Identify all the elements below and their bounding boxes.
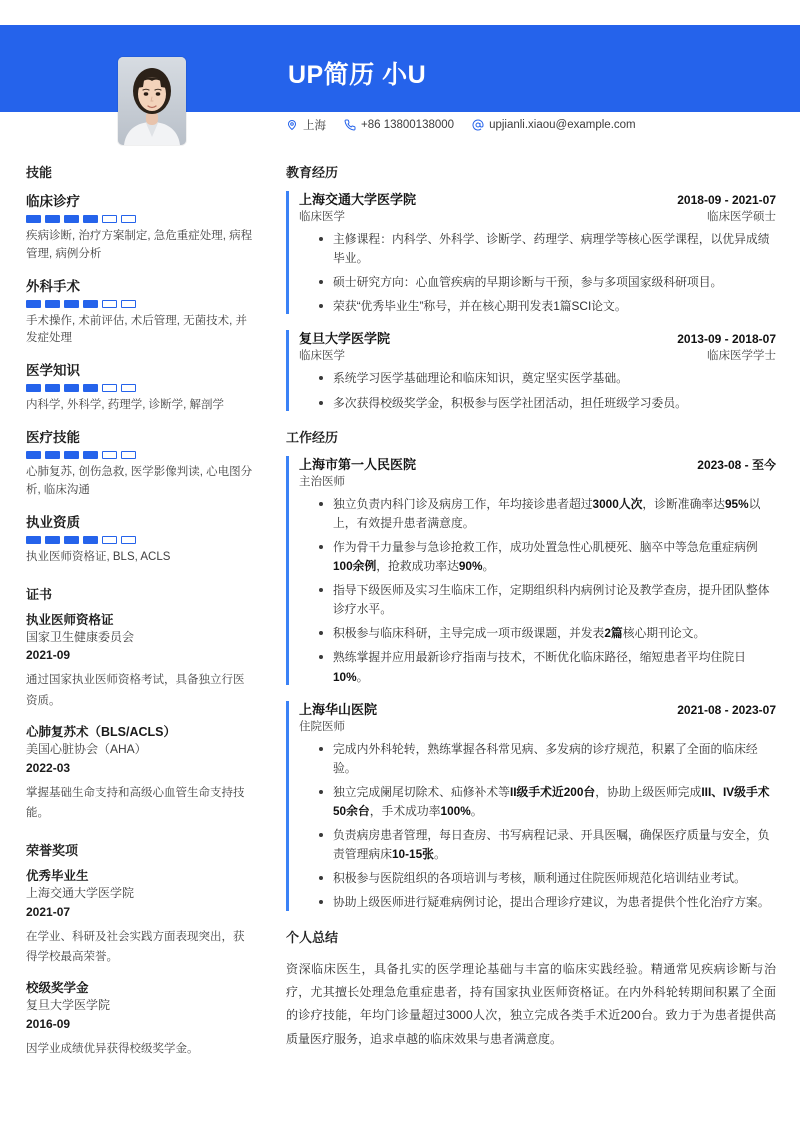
skill-pip-filled: [45, 300, 60, 308]
entry-degree: 临床医学学士: [707, 350, 776, 363]
skills-section-title: 技能: [26, 165, 53, 180]
entry-subheader: [299, 347, 776, 363]
skill-level-meter: [26, 536, 254, 544]
skill-pip-filled: [26, 451, 41, 459]
skill-pip-filled: [45, 451, 60, 459]
honor-item-name: 优秀毕业生: [26, 868, 89, 883]
entry-organization: 复旦大学医学院: [299, 331, 391, 347]
honors-section-title: 荣誉奖项: [26, 842, 79, 858]
entry-bullet: 协助上级医师进行疑难病例讨论，提出合理诊疗建议，为患者提供个性化治疗方案。: [319, 893, 776, 912]
education-list: [286, 189, 776, 413]
certificate-item: [26, 724, 254, 823]
skill-pip-filled: [83, 215, 98, 223]
entry-bullet: 荣获“优秀毕业生”称号，并在核心期刊发表1篇SCI论文。: [319, 297, 776, 316]
entry-subheader: [299, 208, 776, 224]
honors-list: [26, 868, 254, 1059]
skill-pip-filled: [26, 536, 41, 544]
certificate-item-date: 2021-09: [26, 648, 71, 663]
entry-degree: 临床医学硕士: [707, 211, 776, 223]
entry-bullet-list: [299, 495, 776, 687]
honor-item-date: 2016-09: [26, 1016, 71, 1031]
skill-pip-empty: [102, 451, 117, 459]
certificate-item-org: 国家卫生健康委员会: [26, 630, 135, 644]
entry-bullet: 独立负责内科门诊及病房工作，年均接诊患者超过3000人次，诊断准确率达95%以上，有效提升患者满意度。: [319, 495, 776, 533]
skill-description: 疾病诊断, 治疗方案制定, 急危重症处理, 病程管理, 病例分析: [26, 230, 253, 260]
entry-header: [299, 189, 776, 208]
skill-pip-filled: [64, 215, 79, 223]
contact-email: [472, 119, 636, 131]
entry-date-range: 2013-09 - 2018-07: [677, 332, 776, 347]
skill-item: [26, 359, 254, 415]
skill-name: 外科手术: [26, 278, 80, 294]
skill-name: 医学知识: [26, 363, 80, 379]
contact-bar: [286, 117, 636, 133]
skill-level-meter: [26, 384, 254, 392]
certificate-item-org: 美国心脏协会（AHA）: [26, 742, 147, 757]
honor-item-name: 校级奖学金: [26, 980, 89, 995]
entry-bullet: 多次获得校级奖学金，积极参与医学社团活动，担任班级学习委员。: [319, 394, 776, 413]
certificate-item-description: 掌握基础生命支持和高级心血管生命支持技能。: [26, 786, 245, 819]
entry-bullet-list: [299, 369, 776, 412]
education-section-title: 教育经历: [286, 165, 339, 180]
skill-name: 临床诊疗: [26, 194, 80, 209]
skills-section: [26, 162, 254, 567]
entry-bullet: 指导下级医师及实习生临床工作，定期组织科内病例讨论及教学查房，提升团队整体诊疗水平。: [319, 581, 776, 619]
entry-organization: 上海市第一人民医院: [299, 456, 417, 472]
contact-phone: [344, 119, 454, 131]
entry-header: [299, 454, 776, 473]
education-section: [286, 162, 776, 413]
skill-pip-filled: [45, 536, 60, 544]
skill-pip-filled: [83, 451, 98, 459]
skill-pip-empty: [121, 451, 136, 459]
honor-item-date: 2021-07: [26, 904, 71, 919]
entry-bullet: 完成内外科轮转，熟练掌握各科常见病、多发病的诊疗规范，积累了全面的临床经验。: [319, 740, 776, 778]
entry-bullet-list: [299, 740, 776, 913]
skill-pip-empty: [102, 300, 117, 308]
contact-location-text: 上海: [303, 120, 326, 132]
experience-entry: [286, 328, 776, 412]
honor-item-description: 在学业、科研及社会实践方面表现突出，获得学校最高荣誉。: [26, 930, 245, 963]
skill-item: [26, 275, 254, 349]
skill-pip-filled: [45, 384, 60, 392]
work-list: [286, 454, 776, 913]
skill-pip-empty: [102, 215, 117, 223]
entry-bullet: 积极参与医院组织的各项培训与考核，顺利通过住院医师规范化培训结业考试。: [319, 869, 776, 888]
skill-item: [26, 511, 254, 567]
entry-role: 临床医学: [299, 350, 345, 363]
certificate-item: [26, 612, 254, 711]
skill-pip-filled: [26, 300, 41, 308]
entry-header: [299, 699, 776, 718]
entry-date-range: 2018-09 - 2021-07: [677, 193, 776, 207]
certificates-section: [26, 584, 254, 823]
entry-date-range: 2021-08 - 2023-07: [677, 702, 776, 717]
page-title: UP简历 小U: [288, 61, 427, 89]
skill-pip-filled: [64, 451, 79, 459]
skill-level-meter: [26, 300, 254, 308]
skill-description: 心肺复苏, 创伤急救, 医学影像判读, 心电图分析, 临床沟通: [26, 466, 253, 496]
skill-name: 医疗技能: [26, 430, 80, 446]
skill-pip-empty: [102, 384, 117, 392]
entry-bullet: 硕士研究方向：心血管疾病的早期诊断与干预，参与多项国家级科研项目。: [319, 273, 776, 292]
certificate-item-date: 2022-03: [26, 760, 71, 775]
contact-location: [286, 117, 326, 133]
entry-role: 主治医师: [299, 475, 345, 488]
summary-section-title: 个人总结: [286, 929, 339, 945]
entry-bullet: 熟练掌握并应用最新诊疗指南与技术，不断优化临床路径，缩短患者平均住院日10%。: [319, 648, 776, 686]
certificate-item-name: 执业医师资格证: [26, 612, 114, 627]
summary-section: [286, 927, 776, 1052]
work-section-title: 工作经历: [286, 429, 339, 445]
honor-item: [26, 980, 254, 1059]
entry-subheader: [299, 473, 776, 489]
skill-level-meter: [26, 215, 254, 223]
entry-bullet-list: [299, 230, 776, 316]
skill-pip-filled: [83, 384, 98, 392]
entry-bullet: 主修课程：内科学、外科学、诊断学、药理学、病理学等核心医学课程，以优异成绩毕业。: [319, 230, 776, 268]
entry-bullet: 作为骨干力量参与急诊抢救工作，成功处置急性心肌梗死、脑卒中等急危重症病例100余例，抢救成功率达90%。: [319, 538, 776, 576]
skill-pip-filled: [83, 536, 98, 544]
contact-email-text: upjianli.xiaou@example.com: [489, 119, 636, 131]
skill-pip-empty: [121, 215, 136, 223]
skill-description: 手术操作, 术前评估, 术后管理, 无菌技术, 并发症处理: [26, 314, 248, 345]
certificate-item-name: 心肺复苏术（BLS/ACLS）: [26, 724, 177, 739]
entry-date-range: 2023-08 - 至今: [697, 457, 776, 472]
skill-description: 执业医师资格证, BLS, ACLS: [26, 550, 171, 563]
skills-list: [26, 190, 254, 567]
entry-bullet: 负责病房患者管理，每日查房、书写病程记录、开具医嘱，确保医疗质量与安全，负责管理病床10-15张。: [319, 826, 776, 864]
honor-item-org: 复旦大学医学院: [26, 998, 111, 1013]
experience-entry: [286, 699, 776, 913]
honor-item-description: 因学业成绩优异获得校级奖学金。: [26, 1042, 199, 1055]
skill-pip-filled: [64, 536, 79, 544]
skill-pip-filled: [64, 300, 79, 308]
honors-section: [26, 840, 254, 1059]
work-section: [286, 427, 776, 913]
skill-pip-filled: [64, 384, 79, 392]
experience-entry: [286, 454, 776, 687]
honor-item-org: 上海交通大学医学院: [26, 886, 135, 901]
entry-bullet: 独立完成阑尾切除术、疝修补术等II级手术近200台，协助上级医师完成III、IV级手术50余台，手术成功率100%。: [319, 783, 776, 821]
entry-organization: 上海华山医院: [299, 701, 378, 717]
skill-pip-filled: [83, 300, 98, 308]
certificate-item-description: 通过国家执业医师资格考试，具备独立行医资质。: [26, 674, 245, 707]
entry-organization: 上海交通大学医学院: [299, 192, 417, 207]
skill-pip-empty: [121, 536, 136, 544]
avatar: [118, 57, 186, 145]
skill-pip-empty: [121, 384, 136, 392]
skill-pip-filled: [26, 215, 41, 223]
sidebar: [26, 162, 254, 1072]
skill-pip-filled: [45, 215, 60, 223]
skill-pip-filled: [26, 384, 41, 392]
skill-name: 执业资质: [26, 514, 80, 530]
skill-description: 内科学, 外科学, 药理学, 诊断学, 解剖学: [26, 399, 225, 412]
entry-subheader: [299, 718, 776, 734]
contact-phone-text: +86 13800138000: [361, 119, 455, 131]
honor-item: [26, 868, 254, 967]
skill-pip-empty: [121, 300, 136, 308]
entry-role: 住院医师: [299, 720, 345, 733]
skill-pip-empty: [102, 536, 117, 544]
main-content: [286, 162, 776, 1065]
summary-text: 资深临床医生，具备扎实的医学理论基础与丰富的临床实践经验。精通常见疾病诊断与治疗，尤其擅长处理急危重症患者，持有国家执业医师资格证。在内外科轮转期间积累了全面的诊疗技能，年均门诊量超过3000人次，独立完成各类手术近200台。致力于为患者提供高质量医疗服务，追求卓越的临床效果与患者满意度。: [286, 961, 776, 1046]
skill-item: [26, 426, 254, 500]
certificates-section-title: 证书: [26, 586, 53, 602]
certificates-list: [26, 612, 254, 823]
experience-entry: [286, 189, 776, 316]
entry-bullet: 系统学习医学基础理论和临床知识，奠定坚实医学基础。: [319, 369, 776, 388]
location-pin-icon: [286, 119, 298, 131]
entry-header: [299, 328, 776, 347]
skill-level-meter: [26, 451, 254, 459]
at-sign-icon: [472, 119, 484, 131]
entry-role: 临床医学: [299, 211, 345, 223]
entry-bullet: 积极参与临床科研，主导完成一项市级课题，并发表2篇核心期刊论文。: [319, 624, 776, 643]
phone-icon: [344, 119, 356, 131]
skill-item: [26, 190, 254, 264]
